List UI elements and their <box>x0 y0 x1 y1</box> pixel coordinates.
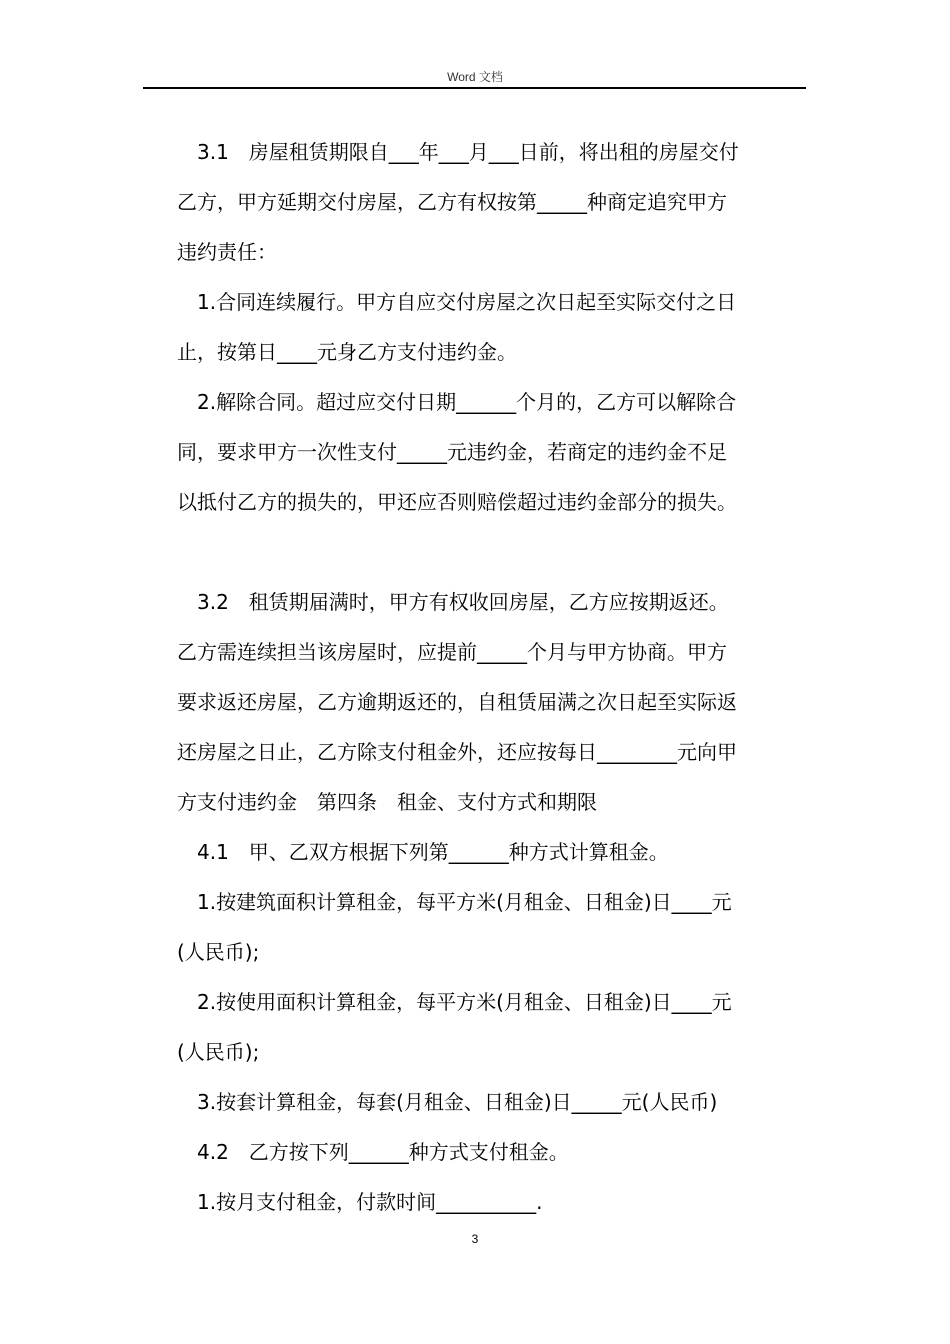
option-1-line-2: 止，按第日____元身乙方支付违约金。 <box>177 340 517 364</box>
option-2-line-3: 以抵付乙方的损失的，甲还应否则赔偿超过违约金部分的损失。 <box>177 490 737 514</box>
clause-3-1-line-3: 违约责任： <box>177 240 277 264</box>
rent-method-2-line-1: 2.按使用面积计算租金，每平方米(月租金、日租金)日____元 <box>197 990 732 1014</box>
clause-3-2-line-3: 要求返还房屋，乙方逾期返还的，自租赁届满之次日起至实际返 <box>177 690 737 714</box>
rent-method-3: 3.按套计算租金，每套(月租金、日租金)日_____元(人民币) <box>197 1090 718 1114</box>
rent-method-2-line-2: (人民币); <box>177 1040 260 1064</box>
option-2-line-2: 同，要求甲方一次性支付_____元违约金，若商定的违约金不足 <box>177 440 727 464</box>
clause-3-2-line-4: 还房屋之日止，乙方除支付租金外，还应按每日________元向甲 <box>177 740 737 764</box>
clause-3-1-line-1: 3.1 房屋租赁期限自___年___月___日前，将出租的房屋交付 <box>197 140 739 164</box>
rent-method-1-line-2: (人民币); <box>177 940 260 964</box>
header-title: Word 文档 <box>447 70 503 84</box>
rent-method-1-line-1: 1.按建筑面积计算租金，每平方米(月租金、日租金)日____元 <box>197 890 732 914</box>
option-2-line-1: 2.解除合同。超过应交付日期______个月的，乙方可以解除合 <box>197 390 737 414</box>
payment-method-1: 1.按月支付租金，付款时间__________. <box>197 1190 543 1214</box>
clause-4-2: 4.2 乙方按下列______种方式支付租金。 <box>197 1140 569 1164</box>
document-body <box>177 127 807 1227</box>
clause-3-1-line-2: 乙方，甲方延期交付房屋，乙方有权按第_____种商定追究甲方 <box>177 190 727 214</box>
option-1-line-1: 1.合同连续履行。甲方自应交付房屋之次日起至实际交付之日 <box>197 290 737 314</box>
clause-3-2-line-5: 方支付违约金 第四条 租金、支付方式和期限 <box>177 790 597 814</box>
clause-4-1: 4.1 甲、乙双方根据下列第______种方式计算租金。 <box>197 840 669 864</box>
header-rule <box>143 87 806 89</box>
clause-3-2-line-1: 3.2 租赁期届满时，甲方有权收回房屋，乙方应按期返还。 <box>197 590 729 614</box>
clause-3-2-line-2: 乙方需连续担当该房屋时，应提前_____个月与甲方协商。甲方 <box>177 640 727 664</box>
page-number: 3 <box>471 1232 479 1246</box>
paragraph-gap <box>177 527 807 577</box>
